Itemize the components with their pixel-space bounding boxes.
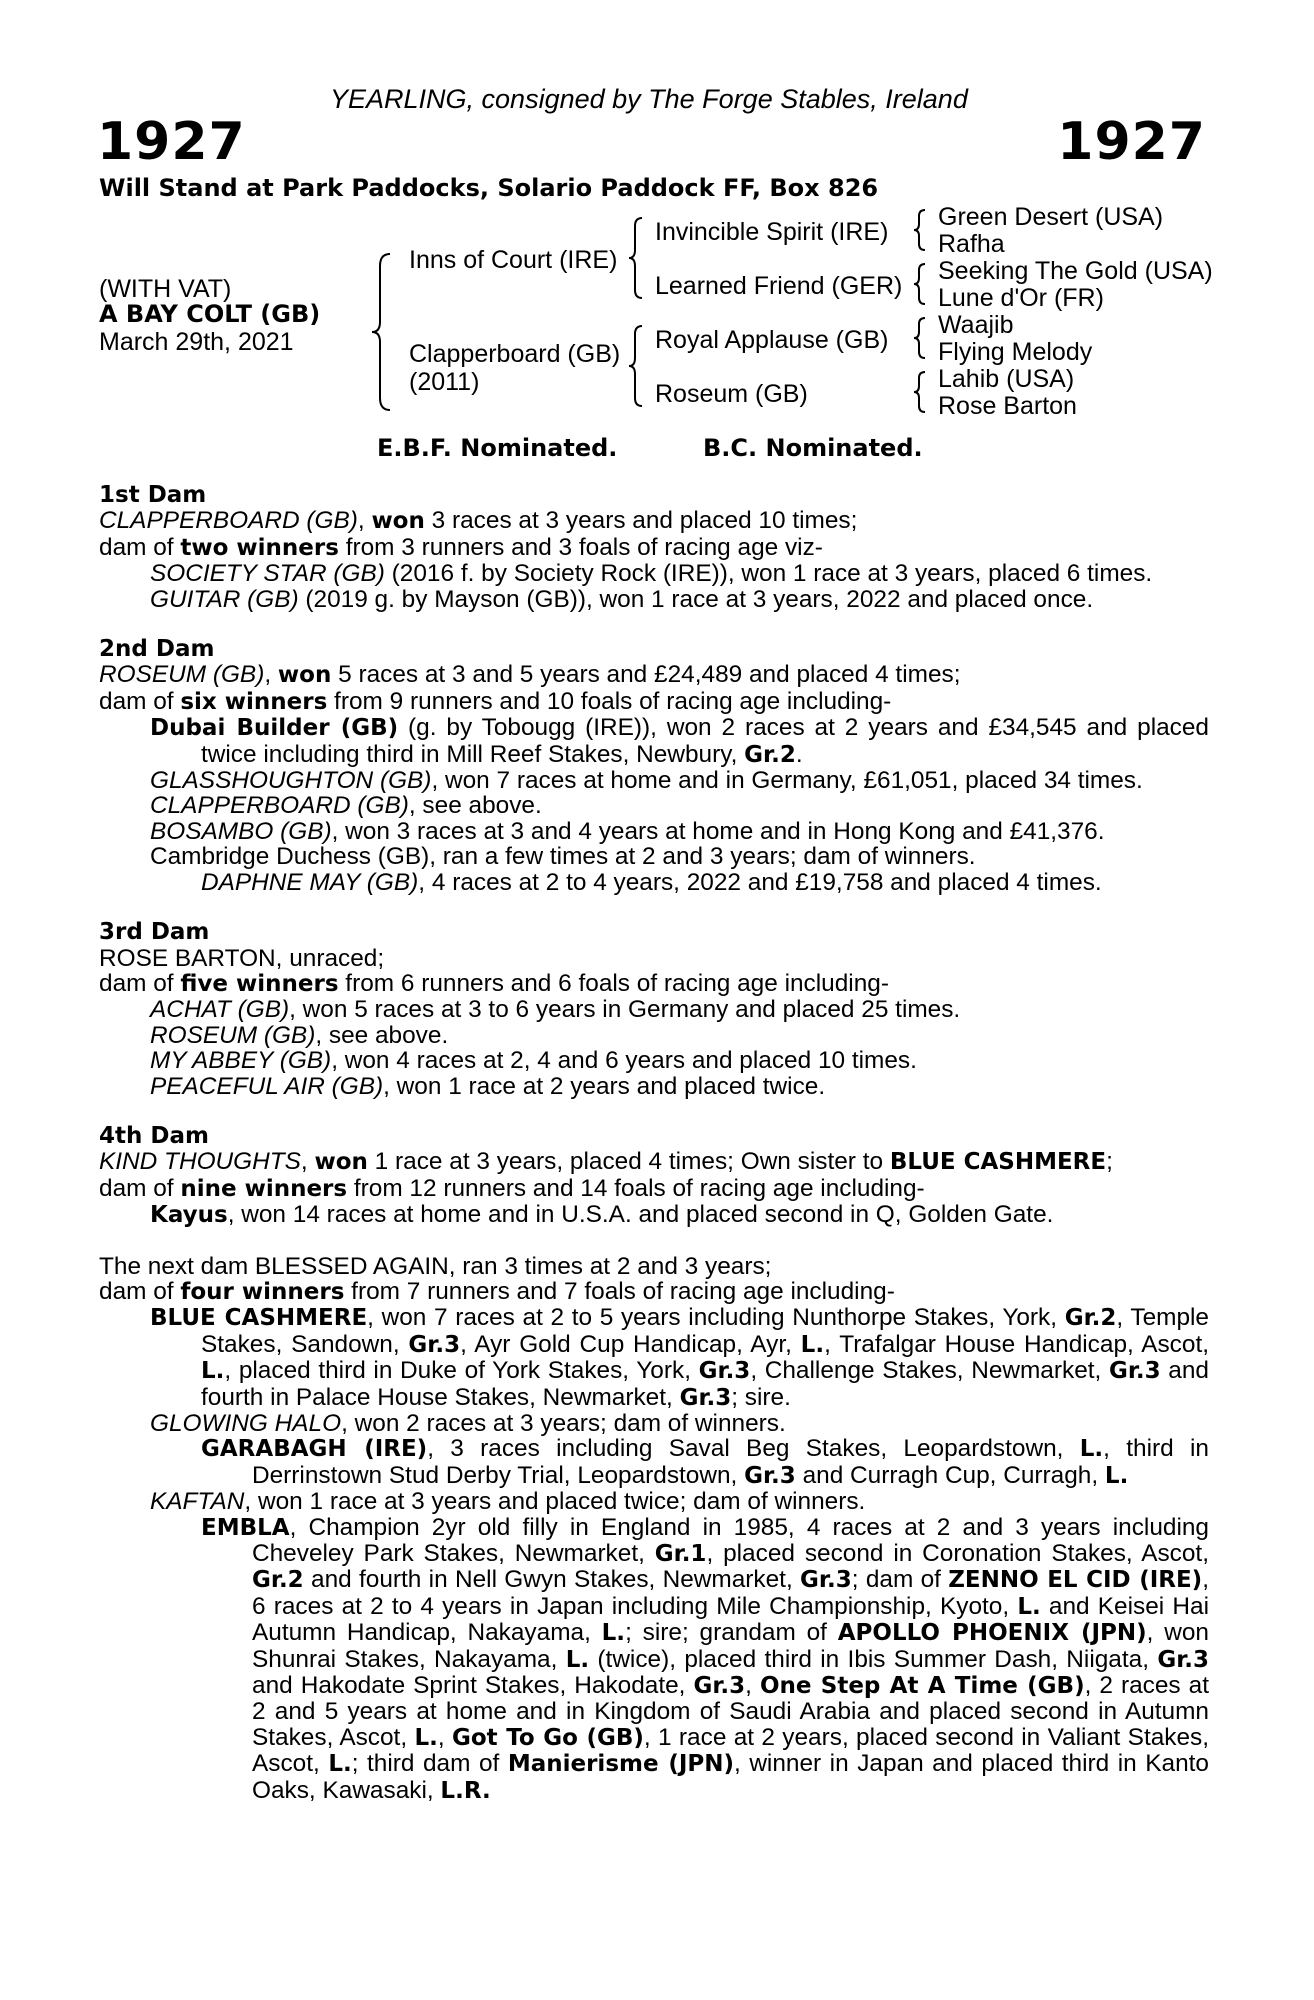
text-fragment: four winners — [180, 1278, 345, 1305]
text-fragment: , Ayr Gold Cup Handicap, Ayr, — [460, 1330, 801, 1358]
text-fragment: , Challenge Stakes, Newmarket, — [750, 1357, 1109, 1385]
text-fragment: from 7 runners and 7 foals of racing age including- — [344, 1277, 895, 1305]
text-fragment: and fourth in Nell Gwyn Stakes, Newmarket, — [303, 1566, 801, 1594]
text-fragment: , won 4 races at 2, 4 and 6 years and placed 10 times. — [331, 1047, 917, 1075]
text-fragment: EMBLA — [201, 1514, 290, 1541]
text-fragment: (g. by Tobougg (IRE)), won 2 races at 2 years and £34,545 and placed twice including third in Mill Reef Stakes, Newbury, — [201, 714, 1209, 768]
section-heading: 4th Dam — [99, 1122, 209, 1149]
second-dam-section — [99, 637, 1209, 895]
section-heading: 2nd Dam — [99, 636, 215, 663]
text-fragment: , 3 races including Saval Beg Stakes, Leopardstown, — [427, 1435, 1080, 1463]
text-fragment: six winners — [180, 688, 328, 715]
pedigree-sire-sire: Invincible Spirit (IRE) — [655, 218, 889, 246]
text-fragment: ; third dam of — [351, 1750, 508, 1778]
section-heading: 1st Dam — [99, 482, 207, 508]
text-fragment: Gr.3 — [800, 1567, 852, 1594]
produce-summary — [99, 689, 1209, 715]
dam-line: ROSE BARTON, unraced; — [99, 944, 385, 972]
dam-line — [99, 508, 1209, 534]
text-fragment: BLUE CASHMERE — [889, 1149, 1107, 1176]
produce-item — [99, 1074, 1209, 1099]
text-fragment: Got To Go (GB) — [451, 1724, 644, 1751]
dam-line: The next dam BLESSED AGAIN, ran 3 times at 2 and 3 years; — [99, 1252, 772, 1280]
text-fragment: dam of — [99, 1277, 181, 1305]
text-fragment: , — [300, 1148, 315, 1176]
text-fragment: L. — [1017, 1593, 1041, 1620]
text-fragment: dam of — [99, 1174, 181, 1202]
text-fragment: (2019 g. by Mayson (GB)), won 1 race at 3 years, 2022 and placed once. — [298, 585, 1094, 613]
text-fragment: two winners — [180, 534, 339, 561]
first-dam-section — [99, 483, 1209, 612]
text-fragment: Gr.2 — [252, 1567, 304, 1594]
lot-number-left: 1927 — [97, 112, 246, 172]
produce-summary — [99, 1176, 1209, 1202]
stand-location: Will Stand at Park Paddocks, Solario Paddock FF, Box 826 — [99, 174, 879, 202]
text-fragment: Gr.3 — [408, 1331, 461, 1358]
produce-summary — [99, 971, 1209, 997]
vat-note: (WITH VAT) — [99, 275, 232, 303]
dam-line — [99, 662, 1209, 688]
text-fragment: (twice), placed third in Ibis Summer Dash, Niigata, — [589, 1645, 1158, 1673]
text-fragment: , 1 race at 2 years, placed second in Valiant Stakes, Ascot, — [252, 1723, 1210, 1778]
text-fragment: , won 5 races at 3 to 6 years in Germany and placed 25 times. — [289, 996, 961, 1024]
text-fragment: , won 1 race at 3 years and placed twice; dam of winners. — [244, 1488, 866, 1516]
text-fragment: ROSEUM (GB) — [150, 1021, 316, 1049]
text-fragment: CLAPPERBOARD (GB) — [150, 792, 409, 820]
pedigree-brace-sd — [911, 262, 929, 306]
text-fragment: and Hakodate Sprint Stakes, Hakodate, — [252, 1672, 694, 1700]
text-fragment: Gr.3 — [744, 1462, 796, 1489]
produce-item — [99, 997, 1209, 1022]
produce-item — [99, 1202, 1209, 1228]
produce-summary — [99, 535, 1209, 561]
next-dam-section — [99, 1254, 1209, 1805]
text-fragment: Gr.2 — [1064, 1305, 1117, 1332]
pedigree-sire: Inns of Court (IRE) — [409, 246, 618, 274]
text-fragment: L. — [201, 1358, 225, 1385]
text-fragment: , Champion 2yr old filly in England in 1985, 4 races at 2 and 3 years including Cheveley Park Stakes, Newmarket, — [252, 1513, 1209, 1568]
text-fragment: Kayus — [150, 1202, 228, 1229]
text-fragment: dam of — [99, 687, 181, 715]
pedigree-dss: Waajib — [938, 311, 1014, 339]
produce-item — [99, 1411, 1209, 1436]
pedigree-brace-main — [368, 252, 398, 412]
pedigree-ssd: Rafha — [938, 230, 1005, 258]
text-fragment: GUITAR (GB) — [150, 585, 299, 613]
text-fragment: . — [795, 740, 803, 768]
text-fragment: ROSEUM (GB) — [99, 661, 265, 689]
text-fragment: , 2 races at 2 and 5 years at home and in Kingdom of Saudi Arabia and placed second in Autumn Stakes, Ascot, — [252, 1672, 1209, 1751]
produce-summary — [99, 1279, 1209, 1305]
text-fragment: from 3 runners and 3 foals of racing age viz- — [338, 533, 823, 561]
text-fragment: One Step At A Time (GB) — [759, 1673, 1085, 1700]
text-fragment: won — [277, 662, 332, 689]
text-fragment: L. — [565, 1646, 590, 1673]
foaling-date: March 29th, 2021 — [99, 328, 294, 356]
text-fragment: from 6 runners and 6 foals of racing age including- — [338, 969, 889, 997]
text-fragment: ; dam of — [851, 1566, 949, 1594]
text-fragment: dam of — [99, 969, 181, 997]
ebf-nomination: E.B.F. Nominated. — [377, 434, 618, 462]
text-fragment: , won 14 races at home and in U.S.A. and placed second in Q, Golden Gate. — [227, 1201, 1054, 1229]
pedigree-brace-dam — [626, 324, 646, 408]
text-fragment: ; sire; grandam of — [625, 1619, 838, 1647]
text-fragment: DAPHNE MAY (GB) — [201, 868, 419, 896]
produce-item — [99, 1515, 1209, 1804]
text-fragment: 5 races at 3 and 5 years and £24,489 and placed 4 times; — [331, 661, 961, 689]
pedigree-dam-year: (2011) — [409, 368, 480, 396]
text-fragment: GLOWING HALO — [150, 1410, 342, 1437]
text-fragment: dam of — [99, 533, 181, 561]
text-fragment: , 4 races at 2 to 4 years, 2022 and £19,758 and placed 4 times. — [418, 868, 1102, 896]
text-fragment: Gr.3 — [693, 1673, 746, 1700]
text-fragment: , Trafalgar House Handicap, Ascot, — [824, 1330, 1209, 1358]
text-fragment: ; sire. — [731, 1383, 791, 1411]
produce-item — [99, 1436, 1209, 1489]
text-fragment: , won 1 race at 2 years and placed twice. — [383, 1072, 826, 1100]
text-fragment: , won 3 races at 3 and 4 years at home and in Hong Kong and £41,376. — [331, 817, 1105, 845]
text-fragment: and Curragh Cup, Curragh, — [795, 1461, 1105, 1489]
dam-line — [99, 1149, 1209, 1175]
text-fragment: L. — [1104, 1462, 1129, 1489]
text-fragment: won — [314, 1149, 368, 1176]
text-fragment: Gr.3 — [1157, 1646, 1209, 1673]
pedigree-sdd: Lune d'Or (FR) — [938, 284, 1104, 312]
text-fragment: , Temple Stakes, Sandown, — [201, 1304, 1209, 1358]
text-fragment: CLAPPERBOARD (GB) — [99, 507, 358, 535]
fourth-dam-section — [99, 1124, 1209, 1229]
pedigree-sire-dam: Learned Friend (GER) — [655, 272, 903, 300]
produce-item — [99, 819, 1209, 844]
text-fragment: L. — [1079, 1436, 1104, 1463]
lot-number-right: 1927 — [1057, 112, 1206, 172]
text-fragment: L. — [601, 1620, 626, 1647]
text-fragment: ZENNO EL CID (IRE) — [948, 1567, 1203, 1594]
text-fragment: , winner in Japan and placed third in Kanto Oaks, Kawasaki, — [252, 1750, 1209, 1804]
text-fragment: 1 race at 3 years, placed 4 times; Own sister to — [367, 1148, 890, 1176]
text-fragment: GARABAGH (IRE) — [201, 1436, 428, 1463]
consignment-line: YEARLING, consigned by The Forge Stables, Ireland — [330, 84, 968, 114]
text-fragment: , — [357, 507, 372, 535]
text-fragment: ACHAT (GB) — [150, 996, 290, 1024]
produce-item — [99, 1023, 1209, 1048]
text-fragment: , won 2 races at 3 years; dam of winners. — [341, 1410, 786, 1437]
text-fragment: BOSAMBO (GB) — [150, 817, 332, 845]
bc-nomination: B.C. Nominated. — [703, 434, 923, 462]
text-fragment: and Keisei Hai Autumn Handicap, Nakayama, — [252, 1592, 1209, 1647]
text-fragment: , won Shunrai Stakes, Nakayama, — [252, 1619, 1209, 1673]
text-fragment: L. — [328, 1751, 352, 1778]
text-fragment: , — [264, 661, 278, 689]
produce-item — [99, 715, 1209, 768]
text-fragment: PEACEFUL AIR (GB) — [150, 1072, 384, 1100]
text-fragment: , see above. — [408, 792, 542, 820]
text-fragment: Gr.1 — [654, 1541, 707, 1568]
pedigree-brace-ss — [911, 208, 929, 252]
horse-name: A BAY COLT (GB) — [99, 300, 321, 328]
text-fragment: from 12 runners and 14 foals of racing age including- — [347, 1174, 925, 1202]
pedigree-dam-dam: Roseum (GB) — [655, 380, 808, 408]
text-fragment: BLUE CASHMERE — [150, 1305, 368, 1332]
pedigree-brace-dd — [911, 370, 929, 414]
text-fragment: , won 7 races at home and in Germany, £61,051, placed 34 times. — [431, 767, 1143, 795]
text-fragment: , — [745, 1672, 760, 1700]
pedigree-dsd: Flying Melody — [938, 338, 1093, 366]
text-fragment: Gr.3 — [1108, 1358, 1161, 1385]
text-fragment: APOLLO PHOENIX (JPN) — [837, 1620, 1147, 1647]
produce-item — [99, 1048, 1209, 1073]
pedigree-brace-sire — [626, 216, 646, 300]
text-fragment: Dubai Builder (GB) — [150, 715, 399, 742]
produce-item — [99, 1305, 1209, 1411]
pedigree-dds: Lahib (USA) — [938, 365, 1075, 393]
produce-item — [99, 587, 1209, 612]
pedigree-brace-ds — [911, 316, 929, 360]
text-fragment: and fourth in Palace House Stakes, Newmarket, — [201, 1357, 1209, 1411]
produce-item — [99, 870, 1209, 895]
text-fragment: , 6 races at 2 to 4 years in Japan including Mile Championship, Kyoto, — [252, 1566, 1209, 1620]
pedigree-sds: Seeking The Gold (USA) — [938, 257, 1213, 285]
text-fragment: , — [437, 1723, 452, 1751]
produce-item: Cambridge Duchess (GB), ran a few times at 2 and 3 years; dam of winners. — [150, 843, 976, 871]
third-dam-section — [99, 920, 1209, 1099]
text-fragment: KAFTAN — [150, 1488, 245, 1516]
text-fragment: , third in Derrinstown Stud Derby Trial, Leopardstown, — [252, 1435, 1209, 1489]
text-fragment: Gr.3 — [698, 1358, 751, 1385]
pedigree-ddd: Rose Barton — [938, 392, 1077, 420]
produce-item — [99, 768, 1209, 793]
text-fragment: , placed second in Coronation Stakes, Ascot, — [706, 1540, 1209, 1568]
catalogue-body — [99, 483, 1209, 1829]
text-fragment: (2016 f. by Society Rock (IRE)), won 1 race at 3 years, placed 6 times. — [384, 560, 1153, 588]
produce-item — [99, 793, 1209, 818]
text-fragment: , won 7 races at 2 to 5 years including Nunthorpe Stakes, York, — [367, 1304, 1065, 1332]
text-fragment: five winners — [180, 970, 339, 997]
produce-item — [99, 1489, 1209, 1514]
text-fragment: MY ABBEY (GB) — [150, 1047, 332, 1075]
section-heading: 3rd Dam — [99, 919, 210, 946]
text-fragment: GLASSHOUGHTON (GB) — [150, 767, 432, 795]
text-fragment: 3 races at 3 years and placed 10 times; — [424, 507, 858, 535]
text-fragment: won — [371, 508, 425, 535]
pedigree-dam: Clapperboard (GB) — [409, 340, 621, 368]
text-fragment: Gr.2 — [744, 741, 796, 768]
pedigree-dam-sire: Royal Applause (GB) — [655, 326, 889, 354]
text-fragment: L. — [414, 1724, 438, 1751]
text-fragment: ; — [1106, 1148, 1113, 1176]
text-fragment: nine winners — [180, 1175, 348, 1202]
text-fragment: KIND THOUGHTS — [99, 1148, 301, 1176]
pedigree-sss: Green Desert (USA) — [938, 203, 1164, 231]
produce-item — [99, 561, 1209, 586]
text-fragment: SOCIETY STAR (GB) — [150, 560, 385, 588]
text-fragment: , see above. — [315, 1021, 449, 1049]
text-fragment: , placed third in Duke of York Stakes, York, — [224, 1357, 699, 1385]
text-fragment: Gr.3 — [679, 1384, 732, 1411]
text-fragment: from 9 runners and 10 foals of racing age including- — [327, 687, 892, 715]
text-fragment: L. — [800, 1331, 825, 1358]
text-fragment: Manierisme (JPN) — [507, 1751, 735, 1778]
text-fragment: L.R. — [440, 1777, 491, 1804]
